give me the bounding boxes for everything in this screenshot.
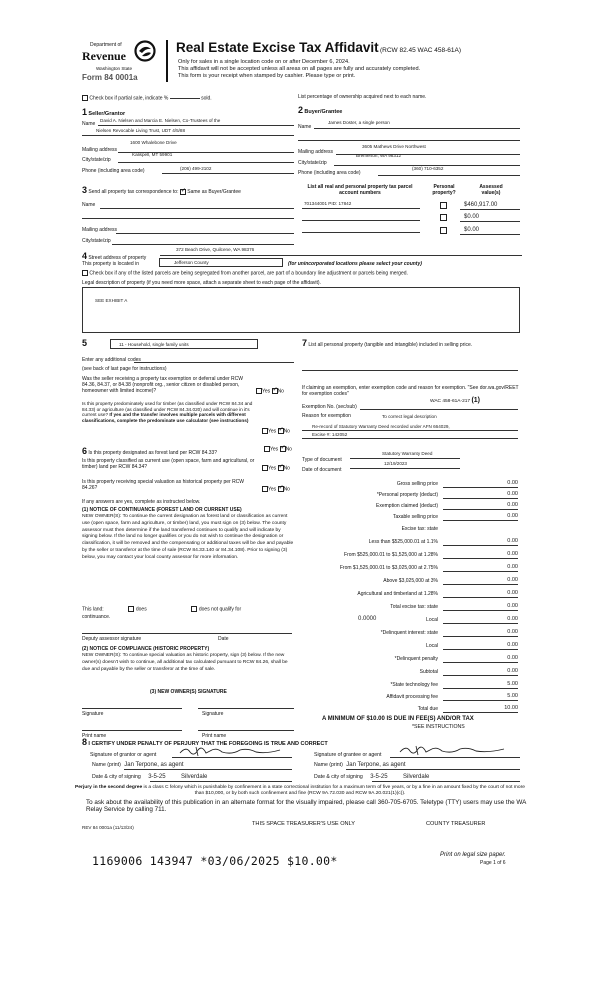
assessed-line-3 bbox=[460, 234, 520, 235]
personal-property-checkbox-3[interactable] bbox=[440, 227, 447, 234]
section7-heading: 7 List all personal property (tangible and intangible) included in selling price. bbox=[302, 338, 473, 348]
seller-phone-line bbox=[162, 173, 294, 174]
buyer-mail[interactable]: 3605 Mathews Drive Northwest bbox=[362, 144, 426, 149]
personal-property-line[interactable] bbox=[302, 370, 518, 371]
buyer-phone[interactable]: (360) 710-6352 bbox=[412, 166, 444, 171]
owner-print-line-1[interactable] bbox=[82, 730, 182, 731]
section3-mail-line bbox=[116, 233, 294, 234]
document-type-label: Type of document bbox=[302, 457, 342, 463]
if-any-yes: If any answers are yes, complete as instructed below. bbox=[82, 499, 201, 505]
tax-row: Excise tax: state bbox=[401, 526, 438, 532]
tax-row: From $525,000.01 to $1,525,000 at 1.28% 0.00 bbox=[344, 551, 518, 558]
assessed-value-1[interactable]: $460,917.00 bbox=[464, 202, 498, 208]
dor-logo bbox=[82, 40, 162, 88]
perjury-notice: Perjury in the second degree is a class C felony which is punishable by confinement in a state correctional institution for a maximum term of five years, or by a fine in an amount fixed by the court of not more than $10,000, or by both such confinement and fine (RCW 9A.72.030 and RCW 9A.20.021(1)(c)). bbox=[75, 785, 525, 796]
s6-q3-answers: Yes ✓ No bbox=[262, 486, 290, 492]
exemption-reason-line-3 bbox=[302, 438, 518, 439]
grantor-name-row: Name (print) Jan Terpone, as agent bbox=[92, 762, 184, 768]
assessed-line-2 bbox=[460, 221, 520, 222]
exemption-reason-3[interactable]: Excise #: 142052 bbox=[312, 432, 348, 437]
grantee-name-line bbox=[346, 769, 520, 770]
seller-name-line-1 bbox=[98, 125, 294, 126]
timber-question: Is this property predominately used for timber (as classified under RCW 84.34 and 84.33) or agriculture (as classified under RCW 84.34.020) and will continue in it's current use? If yes and the transfer involves multiple parcels with different classifications, complete the predominate use calculator (see instructions) bbox=[82, 401, 253, 423]
same-as-buyer-checkbox[interactable] bbox=[180, 189, 186, 195]
tax-row: Exemption claimed (deduct) 0.00 bbox=[376, 502, 518, 509]
notice-continuance-heading: (1) NOTICE OF CONTINUANCE (FOREST LAND OR CURRENT USE) bbox=[82, 507, 242, 513]
exemption-reason-2[interactable]: Re-record of Statutory Warranty Deed recorded under AFN 664029, bbox=[312, 424, 450, 429]
header-line-3: This form is your receipt when stamped by cashier. Please type or print. bbox=[178, 73, 356, 79]
grantor-date[interactable]: 3-5-25 bbox=[148, 774, 166, 780]
land-does-not-checkbox[interactable] bbox=[191, 606, 197, 612]
notice-compliance-heading: (2) NOTICE OF COMPLIANCE (HISTORIC PROPERTY) bbox=[82, 646, 210, 652]
revision-label: REV 84 0001a (11/13/24) bbox=[82, 825, 134, 830]
section3-city-label: City/state/zip bbox=[82, 238, 111, 244]
personal-property-checkbox-2[interactable] bbox=[440, 214, 447, 221]
tax-row: *State technology fee 5.00 bbox=[390, 681, 518, 688]
land-use-value: 11 - Household, single family units bbox=[119, 342, 189, 347]
buyer-heading: 2 Buyer/Grantee bbox=[298, 105, 343, 115]
exemption-deferral-question: Was the seller receiving a property tax exemption or deferral under RCW 84.36, 84.37, or 84.38 (nonprofit org., senior citizen or disabled person, homeowner with limited income)? bbox=[82, 376, 243, 394]
buyer-phone-label: Phone (including area code) bbox=[298, 170, 361, 176]
owner-signature-line-1[interactable] bbox=[82, 708, 182, 709]
assessed-value-2[interactable]: $0.00 bbox=[464, 214, 480, 220]
buyer-city[interactable]: Bremerton, WA 98312 bbox=[356, 153, 402, 158]
tax-row: Less than $525,000.01 at 1.1% 0.00 bbox=[368, 538, 518, 545]
legal-description-value: SEE EXHIBIT A bbox=[95, 298, 128, 303]
grantee-signature-line bbox=[390, 757, 520, 758]
personal-property-header: Personal property? bbox=[432, 184, 456, 196]
segregated-checkbox[interactable] bbox=[82, 270, 88, 276]
document-date[interactable]: 12/19/2023 bbox=[384, 461, 407, 466]
this-land-row: This land: does does not qualify for bbox=[82, 606, 242, 613]
buyer-phone-line bbox=[378, 175, 520, 176]
grantor-name-line bbox=[124, 769, 292, 770]
grantee-date-line bbox=[372, 781, 520, 782]
section3-name-line-2 bbox=[82, 218, 294, 219]
grantor-date-row: Date & city of signing 3-5-25 Silverdale bbox=[92, 774, 208, 780]
document-type-line bbox=[350, 458, 460, 459]
s6-q2-no-checkbox[interactable] bbox=[278, 465, 284, 471]
page-title-row bbox=[176, 40, 461, 56]
seller-phone[interactable]: (206) 499-2102 bbox=[180, 166, 212, 171]
section3-city-line bbox=[112, 244, 294, 245]
grantor-city[interactable]: Silverdale bbox=[180, 774, 208, 780]
q1-answers: Yes ✓ No bbox=[256, 388, 284, 394]
county-select[interactable] bbox=[159, 258, 283, 267]
buyer-mail-label: Mailing address bbox=[298, 149, 334, 155]
tax-row: Gross selling price 0.00 bbox=[396, 480, 518, 487]
logo-revenue-text: Revenue bbox=[82, 49, 126, 63]
section3-heading: 3 Send all property tax correspondence to: ✓ Same as Buyer/Grantee bbox=[82, 185, 241, 196]
exemption-instructions: If claiming an exemption, enter exemption code and reason for exemption. "See dor.wa.gov/REET for exemption codes" bbox=[302, 385, 519, 397]
seller-mail[interactable]: 1600 Whalebone Drive bbox=[130, 140, 177, 145]
document-date-line bbox=[350, 468, 460, 469]
s6-q1-no-checkbox[interactable] bbox=[280, 446, 286, 452]
seller-city[interactable]: Kalispell, MT 59901 bbox=[132, 152, 173, 157]
s6-q3-no-checkbox[interactable] bbox=[278, 486, 284, 492]
buyer-name[interactable]: James Doster, a single person bbox=[328, 120, 390, 125]
seller-name-line-2 bbox=[82, 135, 294, 136]
segregated-row: Check box if any of the listed parcels are being segregated from another parcel, are part of a boundary line adjustment or parcels being merged. bbox=[82, 270, 408, 276]
owner-print-label-2: Print name bbox=[202, 733, 227, 739]
section3-name-line bbox=[100, 208, 294, 209]
buyer-name-label: Name bbox=[298, 124, 312, 130]
grantor-signature-icon[interactable] bbox=[176, 744, 286, 758]
s6-q2-answers: Yes ✓ No bbox=[262, 465, 290, 471]
grantor-name[interactable]: Jan Terpone, as agent bbox=[124, 762, 184, 768]
tax-row-total: Total due 10.00 bbox=[417, 705, 518, 712]
parcel-number-1[interactable]: 701344001 PID: 17842 bbox=[304, 201, 352, 206]
parcel-line-3 bbox=[302, 232, 420, 233]
tax-row: *Delinquent interest: state 0.00 bbox=[380, 629, 518, 636]
exemption-reason[interactable]: To correct legal description bbox=[382, 414, 437, 419]
owner-signature-line-2[interactable] bbox=[198, 708, 294, 709]
header-divider bbox=[166, 40, 168, 82]
page-number: Page 1 of 6 bbox=[480, 860, 506, 866]
form-number: Form 84 0001a bbox=[82, 73, 138, 82]
tax-row: Agricultural and timberland at 1.28% 0.00 bbox=[357, 590, 518, 597]
deputy-date-label: Date bbox=[218, 636, 229, 642]
seller-city-label: City/state/zip bbox=[82, 157, 111, 163]
section6-q2: Is this property classified as current use (open space, farm and agricultural, or timber) land per RCW 84.34? bbox=[82, 458, 255, 470]
grantee-signature-label: Signature of grantee or agent bbox=[314, 752, 382, 758]
partial-sale-row bbox=[82, 95, 212, 101]
unincorporated-note: (for unincorporated locations please select your county) bbox=[288, 261, 422, 267]
section6-q1: 6 Is this property designated as forest land per RCW 84.33? bbox=[82, 446, 218, 456]
tax-row: Taxable selling price 0.00 bbox=[392, 513, 518, 520]
exemption-reason-label: Reason for exemption bbox=[302, 413, 351, 419]
q2-answers: Yes ✓ No bbox=[262, 428, 290, 434]
parcel-line-2 bbox=[302, 220, 420, 221]
grantor-date-line bbox=[150, 781, 292, 782]
wac-citation: WAC 458-61A-217 (1) bbox=[430, 397, 480, 404]
section5-num: 5 bbox=[82, 338, 88, 348]
seller-mail-label: Mailing address bbox=[82, 147, 118, 153]
see-instructions: *SEE INSTRUCTIONS bbox=[412, 724, 465, 730]
tax-row: Total excise tax: state 0.00 bbox=[390, 603, 518, 610]
additional-codes-line[interactable] bbox=[134, 362, 294, 363]
document-type[interactable]: Statutory Warranty Deed bbox=[382, 451, 433, 456]
buyer-name-line-1 bbox=[314, 128, 520, 129]
grantee-date-row: Date & city of signing 3-5-25 Silverdale bbox=[314, 774, 430, 780]
section6-q3: Is this property receiving special valuation as historical property per RCW 84.26? bbox=[82, 479, 245, 491]
treasurer-use-only: THIS SPACE TREASURER'S USE ONLY bbox=[252, 821, 356, 827]
buyer-city-label: City/state/zip bbox=[298, 160, 327, 166]
logo-dept-text: Department of bbox=[90, 42, 122, 48]
tax-row: Affidavit processing fee 5.00 bbox=[386, 693, 518, 700]
grantee-city[interactable]: Silverdale bbox=[402, 774, 430, 780]
seller-heading: 1 Seller/Grantor bbox=[82, 107, 126, 117]
exemption-number-line[interactable] bbox=[360, 409, 518, 410]
property-street[interactable]: 372 Beach Drive, Quilcene, WA 98376 bbox=[176, 247, 255, 252]
seller-name-1[interactable]: David A. Nielsen and Marcia E. Nielsen, Co-Trustees of the bbox=[100, 118, 221, 123]
assessed-line-1 bbox=[460, 209, 520, 210]
logo-state-text: Washington State bbox=[96, 66, 133, 71]
certify-heading: 8 I CERTIFY UNDER PENALTY OF PERJURY THAT THE FOREGOING IS TRUE AND CORRECT bbox=[82, 737, 328, 747]
additional-codes-note: (see back of last page for instructions) bbox=[82, 366, 167, 372]
s6-q1-answers: Yes ✓ No bbox=[264, 446, 292, 452]
seller-city-line bbox=[118, 162, 294, 163]
exemption-number-label: Exemption No. (sec/sub) bbox=[302, 404, 357, 410]
tax-row: Above $3,025,000 at 3% 0.00 bbox=[383, 577, 518, 584]
section3-mail-label: Mailing address bbox=[82, 227, 118, 233]
notice-compliance-text: NEW OWNER(S): To continue special valuation as historic property, sign (3) below. If the new owner(s) doesn't wish to continue, all additional tax calculated pursuant to RCW 84.26, shall be due and payable by the seller or transferor at the time of sale. bbox=[82, 653, 288, 672]
property-street-line bbox=[160, 255, 522, 256]
q2-no-checkbox[interactable] bbox=[278, 428, 284, 434]
tax-row: *Delinquent penalty 0.00 bbox=[394, 655, 518, 662]
buyer-name-line-2 bbox=[298, 140, 520, 141]
minimum-due-notice: A MINIMUM OF $10.00 IS DUE IN FEE(S) AND/OR TAX bbox=[322, 716, 474, 722]
header-line-2: This affidavit will not be accepted unless all areas on all pages are fully and accurately completed. bbox=[178, 66, 421, 72]
owner-print-label-1: Print name bbox=[82, 733, 107, 739]
grantee-signature-icon[interactable] bbox=[396, 743, 508, 757]
grantee-date[interactable]: 3-5-25 bbox=[370, 774, 388, 780]
alternate-format-notice: To ask about the availability of this publication in an alternate format for the visually impaired, please call 360-705-6705. Teletype (TTY) users may use the WA Relay Service by calling 711. bbox=[86, 799, 526, 814]
deputy-signature-label: Deputy assessor signature bbox=[82, 636, 142, 642]
county-treasurer: COUNTY TREASURER bbox=[426, 821, 486, 827]
tax-row: Local 0.00 bbox=[426, 642, 518, 649]
grantee-name-row: Name (print) Jan Terpone, as agent bbox=[314, 762, 406, 768]
seller-name-2[interactable]: Nielsen Revocable Living Trust, UDT 4/5/88 bbox=[96, 128, 186, 133]
q1-no-checkbox[interactable] bbox=[272, 388, 278, 394]
title-rcw: (RCW 82.45 WAC 458-61A) bbox=[379, 47, 462, 54]
tax-row: Subtotal 0.00 bbox=[419, 668, 518, 675]
continuance-label: continuance. bbox=[82, 614, 111, 620]
document-date-label: Date of document bbox=[302, 467, 342, 473]
land-does-checkbox[interactable] bbox=[128, 606, 134, 612]
receipt-stamp: 1169006 143947 *03/06/2025 $10.00* bbox=[92, 854, 338, 868]
new-owner-signature-heading: (3) NEW OWNER(S) SIGNATURE bbox=[150, 689, 227, 695]
section3-name-label: Name bbox=[82, 202, 96, 208]
exemption-reason-line-2 bbox=[302, 430, 518, 431]
grantee-name[interactable]: Jan Terpone, as agent bbox=[346, 762, 406, 768]
section4-street-row: 4 Street address of property bbox=[82, 251, 147, 261]
parcels-header: List all real and personal property tax parcel account numbers bbox=[307, 184, 413, 196]
revenue-swirl-icon bbox=[134, 40, 156, 62]
notice-continuance-text: NEW OWNER(S): To continue the current designation as forest land or classification as current use (open space, farm and agriculture, or timber) land, you must sign on (3) below. The county assessor must then determine if the land transferred continues to qualify and will indicate by signing below. If the land no longer qualifies or you do not wish to continue the designation or classification, it will be removed and the compensating or additional taxes will be due and payable by the seller or transferor at the time of sale (RCW 84.33.140 or 84.34.108). Prior to signing (3) below, you may contact your local county assessor for more information. bbox=[82, 514, 294, 560]
local-rate[interactable]: 0.0000 bbox=[358, 616, 377, 622]
land-use-select[interactable] bbox=[110, 339, 258, 349]
owner-signature-label-2: Signature bbox=[202, 711, 224, 717]
ownership-note: List percentage of ownership acquired next to each name. bbox=[298, 94, 427, 100]
legal-description-label: Legal description of property (if you need more space, attach a separate sheet to each page of the affidavit). bbox=[82, 280, 321, 286]
owner-signature-label-1: Signature bbox=[82, 711, 104, 717]
seller-name-label: Name bbox=[82, 121, 96, 127]
owner-print-line-2[interactable] bbox=[198, 730, 294, 731]
tax-row: From $1,525,000.01 to $3,025,000 at 2.75% 0.00 bbox=[339, 564, 518, 571]
tax-row-local: 0.0000 Local 0.00 bbox=[358, 616, 518, 623]
seller-phone-label: Phone (including area code) bbox=[82, 168, 145, 174]
parcel-line-1 bbox=[302, 208, 420, 209]
tax-row: *Personal property (deduct) 0.00 bbox=[376, 491, 518, 498]
legal-description-box[interactable] bbox=[82, 287, 520, 333]
grantor-signature-label: Signature of grantor or agent bbox=[90, 752, 157, 758]
assessed-value-3[interactable]: $0.00 bbox=[464, 227, 480, 233]
grantor-signature-line bbox=[172, 757, 292, 758]
assessed-value-header: Assessed value(s) bbox=[479, 184, 503, 196]
partial-sale-checkbox[interactable] bbox=[82, 95, 88, 101]
page-title: Real Estate Excise Tax Affidavit bbox=[176, 40, 379, 55]
located-label: This property is located in bbox=[82, 261, 139, 267]
header-line-1: Only for sales in a single location code on or after December 6, 2024. bbox=[178, 59, 350, 65]
legal-paper-note: Print on legal size paper. bbox=[440, 852, 506, 858]
additional-codes-label: Enter any additional codes bbox=[82, 357, 141, 363]
partial-sale-percent[interactable] bbox=[170, 98, 200, 99]
partial-sale-label: Check box if partial sale, indicate % bbox=[89, 95, 169, 102]
personal-property-checkbox-1[interactable] bbox=[440, 202, 447, 209]
county-value: Jefferson County bbox=[174, 260, 209, 265]
deputy-signature-line[interactable] bbox=[82, 633, 292, 634]
partial-sale-sold: sold. bbox=[201, 95, 212, 102]
